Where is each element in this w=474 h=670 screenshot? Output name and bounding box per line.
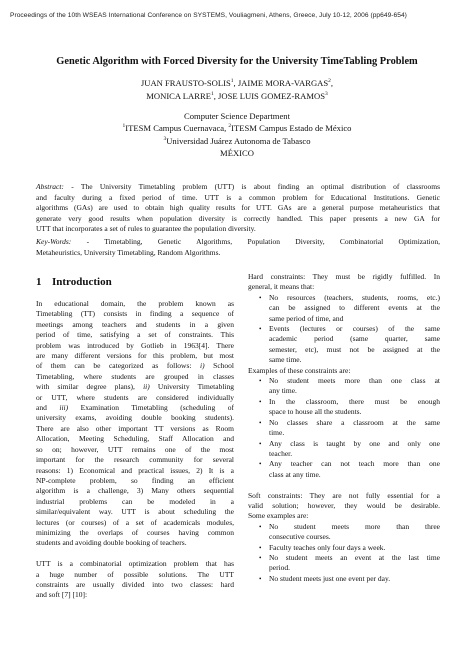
bullet-icon: • xyxy=(259,293,262,302)
author-marker: 1 xyxy=(210,91,214,97)
left-column xyxy=(36,299,234,601)
intro-text: period of time, satisfying a set of constraints. This xyxy=(36,330,234,340)
keywords xyxy=(36,237,440,258)
example-constraint-text: teacher. xyxy=(269,448,293,458)
affiliation-block xyxy=(20,110,454,160)
soft-constraint-list xyxy=(248,522,440,584)
intro-enum: ii) xyxy=(143,382,150,392)
intro-line: a huge number of possible solutions. The UTT xyxy=(36,569,234,579)
soft-constraints-intro: valid solution; however, they would be desirable. xyxy=(248,500,440,510)
intro-line xyxy=(36,528,234,538)
examples-label: Examples of these constraints are: xyxy=(248,365,351,375)
proceedings-header: Proceedings of the 10th WSEAS International Conference on SYSTEMS, Vouliagmeni, Athens, Greece, July 10-12, 2006 (pp649-654) xyxy=(10,11,407,19)
intro-line xyxy=(36,445,234,455)
soft-constraint-text: No student meets more than three xyxy=(269,521,440,531)
intro-line xyxy=(36,361,234,371)
intro-line xyxy=(36,507,234,517)
abstract-label: Abstract: xyxy=(36,182,64,191)
intro-text: School xyxy=(204,361,234,371)
author-line-2 xyxy=(20,90,454,103)
intro-text: are many different versions for this problem, but most xyxy=(36,351,234,361)
affiliation-text: ITESM Campus Cuernavaca, xyxy=(125,123,229,134)
abstract-text: generate very good results when population diversity is correctly handled. This paper presents a new GA for xyxy=(36,213,440,223)
hard-constraints-intro: Hard constraints: They must be rigidly fulfilled. In xyxy=(248,272,440,281)
intro-text: university exams, avoiding double booking students). xyxy=(36,413,234,423)
abstract-line xyxy=(36,214,440,225)
author-separator: , xyxy=(213,91,219,101)
soft-constraint-item xyxy=(248,574,440,584)
author-marker: 2 xyxy=(328,78,331,84)
intro-line xyxy=(36,403,234,413)
intro-line xyxy=(36,393,234,403)
intro-line xyxy=(36,299,234,309)
bullet-icon: • xyxy=(259,439,262,448)
example-constraint-text: class at any time. xyxy=(269,469,321,479)
intro-text: There are also other important TT versions as Room xyxy=(36,423,234,433)
bullet-icon: • xyxy=(259,418,262,427)
keywords-line xyxy=(36,248,440,259)
intro-line xyxy=(36,351,234,361)
example-constraint-text: Any class is taught by one and only one xyxy=(269,438,440,448)
soft-constraint-text: consecutive courses. xyxy=(269,532,331,542)
hard-constraint-text: same time. xyxy=(269,355,302,365)
intro-text: problem was introduced by Gotlieb in 1963[4]. There xyxy=(36,340,234,350)
author-name: MONICA LARRE xyxy=(146,91,211,101)
intro-text: Timetabling (TT) consists in finding a sequence of xyxy=(36,309,234,319)
intro-text: with similar degree plans), xyxy=(36,382,144,392)
paragraph-gap xyxy=(248,480,440,490)
bullet-icon: • xyxy=(259,522,262,531)
hard-constraints-intro: general, it means that: xyxy=(248,282,315,292)
intro-line xyxy=(36,341,234,351)
affiliation-marker: 3 xyxy=(163,135,167,142)
bullet-icon: • xyxy=(259,553,262,562)
intro-text: Examination Timetabling (scheduling of xyxy=(68,403,234,413)
hard-constraint-text: same period of time, and xyxy=(269,313,344,323)
intro-enum: iii) xyxy=(59,403,69,413)
hard-constraint-text: semester, etc), must not be assigned at the xyxy=(269,344,440,354)
intro-line: UTT is a combinatorial optimization problem that has xyxy=(36,559,234,569)
intro-line xyxy=(36,309,234,319)
affiliation-department: Computer Science Department xyxy=(184,111,290,121)
intro-text: similar/equivalent way. UTT is about scheduling the xyxy=(36,507,234,517)
bullet-icon: • xyxy=(259,543,262,552)
abstract-text: UTT that incorporates a set of rules to guarantee the population diversity. xyxy=(36,224,256,233)
affiliation-university xyxy=(20,135,454,147)
intro-line: constraints are usually divided into two classes: hard xyxy=(36,579,234,589)
affiliation-text: ITESM Campus Estado de México xyxy=(231,123,352,134)
bullet-icon: • xyxy=(259,325,262,334)
soft-constraint-item xyxy=(248,522,440,543)
example-constraint-text: No student meets more than one class at xyxy=(269,376,440,386)
abstract-text: algorithms (GAs) are used to obtain high quality results for UTT. GAs are a general purpose metaheuristics that xyxy=(36,203,440,212)
affiliation-country: MÉXICO xyxy=(220,148,254,159)
soft-constraint-text: No student meets an event at the last time xyxy=(269,552,440,562)
intro-text: and xyxy=(36,403,60,413)
intro-text: lectures (or courses) of a set of academicals modules, xyxy=(36,517,234,527)
keywords-line xyxy=(36,237,440,248)
hard-constraint-item xyxy=(248,293,440,324)
intro-line xyxy=(36,382,234,392)
intro-text: In educational domain, the problem known as xyxy=(36,299,234,308)
example-constraint-text: Any teacher can not teach more than one xyxy=(269,459,440,469)
bullet-icon: • xyxy=(259,574,262,583)
abstract-line xyxy=(36,193,440,204)
soft-constraint-text: Faculty teaches only four days a week. xyxy=(269,542,386,552)
section-title: Introduction xyxy=(52,276,112,288)
abstract-text: and faculty during a fixed period of time. UTT is a common problem for Educational Institutions. Genetic xyxy=(36,192,440,202)
intro-text: algorithm is a challenge, 3) Many others sequential xyxy=(36,486,234,496)
example-constraint-item xyxy=(248,418,440,439)
intro-line xyxy=(36,434,234,444)
author-marker: 1 xyxy=(230,78,234,84)
abstract-line xyxy=(36,182,440,193)
soft-constraint-item xyxy=(248,553,440,574)
keywords-label: Key-Words: xyxy=(36,237,72,246)
author-separator: , xyxy=(233,78,238,88)
bullet-icon: • xyxy=(259,460,262,469)
intro-text: minimizing the overlaps of courses having common xyxy=(36,527,234,537)
intro-text: of them can be categorized as follows: xyxy=(36,361,201,371)
author-name: JAIME MORA-VARGAS xyxy=(237,78,329,88)
abstract-line xyxy=(36,203,440,214)
intro-text: so on; however, UTT remains one of the most xyxy=(36,444,234,454)
example-constraint-item xyxy=(248,439,440,460)
hard-constraint-text: academic period (same quarter, same xyxy=(269,334,440,344)
soft-constraint-text: period. xyxy=(269,563,291,573)
abstract xyxy=(36,182,440,235)
keywords-text: - Timetabling, Genetic Algorithms, Population Diversity, Combinatorial Optimization, xyxy=(71,237,440,246)
affiliation-text: Universidad Juárez Autonoma de Tabasco xyxy=(166,135,311,146)
intro-text: NP-complete problem, so finding an efficient xyxy=(36,475,234,485)
intro-line xyxy=(36,413,234,423)
intro-line xyxy=(36,518,234,528)
example-constraint-list xyxy=(248,376,440,480)
example-constraint-item xyxy=(248,459,440,480)
example-constraint-text: any time. xyxy=(269,386,297,396)
author-list xyxy=(20,77,454,103)
hard-constraint-list xyxy=(248,293,440,366)
intro-text: Timetabling, where students are grouped in classes xyxy=(36,371,234,381)
intro-text: Allocation, Meeting Scheduling, Staff Allocation and xyxy=(36,434,234,444)
example-constraint-text: In the classroom, there must be enough xyxy=(269,396,440,406)
intro-text: important for the research community for several xyxy=(36,455,234,465)
keywords-text: Metaheuristics, University Timetabling, Random Algorithms. xyxy=(36,247,221,257)
affiliation-marker: 2 xyxy=(228,123,232,130)
intro-line xyxy=(36,455,234,465)
affiliation-marker: 1 xyxy=(122,123,126,130)
author-name: JOSE LUIS GOMEZ-RAMOS xyxy=(218,91,325,101)
intro-line xyxy=(36,476,234,486)
paragraph-gap xyxy=(36,549,234,559)
intro-line xyxy=(36,424,234,434)
abstract-line xyxy=(36,224,440,235)
section-number: 1 xyxy=(36,276,42,288)
example-constraint-item xyxy=(248,397,440,418)
soft-constraint-item xyxy=(248,543,440,553)
example-constraint-item xyxy=(248,376,440,397)
author-name: JUAN FRAUSTO-SOLIS xyxy=(140,78,231,88)
intro-line xyxy=(36,320,234,330)
intro-line xyxy=(36,538,234,548)
author-separator: , xyxy=(330,78,334,88)
intro-text: or UTT, where students are considered individually xyxy=(36,392,234,402)
bullet-icon: • xyxy=(259,397,262,406)
soft-constraints-intro: Soft constraints: They are not fully essential for a xyxy=(248,490,440,500)
hard-constraint-text: can be assigned to different events at the xyxy=(269,303,440,313)
intro-line xyxy=(36,466,234,476)
intro-line xyxy=(36,372,234,382)
intro-text: students and avoiding double booking of teachers. xyxy=(36,538,187,548)
hard-constraint-item xyxy=(248,324,440,366)
example-constraint-text: No classes share a classroom at the same xyxy=(269,417,440,427)
paper-title: Genetic Algorithm with Forced Diversity for the University TimeTabling Problem xyxy=(56,56,418,67)
intro-text: industrial problems can be modeled in a xyxy=(36,496,234,506)
intro-line xyxy=(36,486,234,496)
bullet-icon: • xyxy=(259,377,262,386)
intro-text: University Timetabling xyxy=(149,382,235,392)
author-line-1 xyxy=(20,77,454,90)
intro-line: and soft [7] [10]: xyxy=(36,590,88,600)
author-marker: 3 xyxy=(324,91,328,97)
soft-constraints-intro: Some examples are: xyxy=(248,511,309,521)
intro-enum: i) xyxy=(200,361,205,371)
section-heading-introduction xyxy=(36,276,112,288)
intro-text: reasons: 1) Economical and practical issues, 2) It is a xyxy=(36,465,234,475)
hard-constraint-text: Events (lectures or courses) of the same xyxy=(269,324,440,334)
abstract-text: - The University Timetabling problem (UTT) is about finding an optimal distribution of classrooms xyxy=(63,182,440,191)
intro-text: meetings among teachers and students in a given xyxy=(36,319,234,329)
affiliation-campuses xyxy=(20,122,454,134)
example-constraint-text: space to house all the students. xyxy=(269,407,362,417)
hard-constraint-text: No resources (teachers, students, rooms, etc.) xyxy=(269,292,440,302)
right-column xyxy=(248,272,440,584)
soft-constraint-text: No student meets just one event per day. xyxy=(269,573,391,583)
intro-line xyxy=(36,497,234,507)
example-constraint-text: time. xyxy=(269,428,285,438)
intro-line xyxy=(36,330,234,340)
